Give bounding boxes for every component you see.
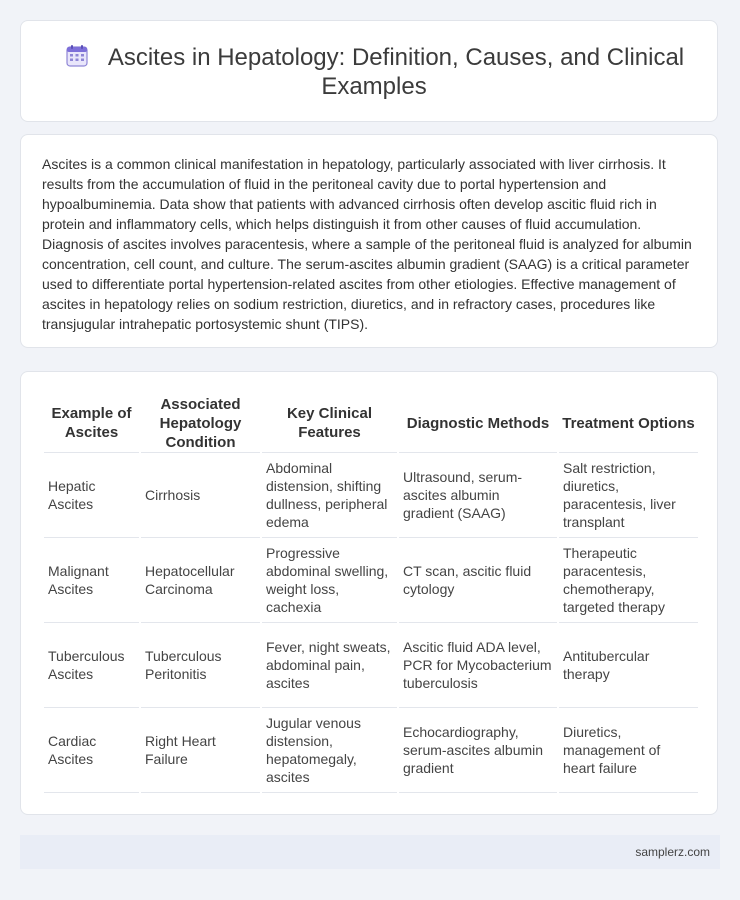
table-cell: Cirrhosis <box>141 453 260 538</box>
table-cell: Abdominal distension, shifting dullness, peripheral edema <box>262 453 397 538</box>
column-header: Diagnostic Methods <box>399 394 557 453</box>
column-header: Treatment Options <box>559 394 698 453</box>
table-cell: Salt restriction, diuretics, paracentesis, liver transplant <box>559 453 698 538</box>
intro-paragraph: Ascites is a common clinical manifestation in hepatology, particularly associated with liver cirrhosis. It results from the accumulation of fluid in the peritoneal cavity due to portal hypertension and hypoalbuminemia. Data show that patients with advanced cirrhosis often develop ascitic fluid rich in protein and inflammatory cells, which helps distinguish it from other causes of fluid accumulation. Diagnosis of ascites involves paracentesis, where a sample of the peritoneal fluid is analyzed for albumin concentration, cell count, and culture. The serum-ascites albumin gradient (SAAG) is a critical parameter used to differentiate portal hypertension-related ascites from other etiologies. Effective management of ascites in hepatology relies on sodium restriction, diuretics, and in refractory cases, procedures like transjugular intrahepatic portosystemic shunt (TIPS). <box>42 156 692 332</box>
table-cell: Tuberculous Peritonitis <box>141 623 260 708</box>
table-header-row <box>44 394 698 453</box>
column-header: Associated Hepatology Condition <box>141 394 260 453</box>
ascites-table <box>42 394 700 793</box>
column-header: Example of Ascites <box>44 394 139 453</box>
table-cell: Diuretics, management of heart failure <box>559 708 698 793</box>
table-cell: Hepatic Ascites <box>44 453 139 538</box>
table-cell: Cardiac Ascites <box>44 708 139 793</box>
column-header: Key Clinical Features <box>262 394 397 453</box>
title-card <box>20 20 718 122</box>
footer-site-link[interactable]: samplerz.com <box>635 845 710 859</box>
page-title: Ascites in Hepatology: Definition, Causes, and Clinical Examples <box>107 44 685 100</box>
calendar-icon <box>64 44 90 68</box>
table-row <box>44 708 698 793</box>
table-cell: Tuberculous Ascites <box>44 623 139 708</box>
table-cell: Hepatocellular Carcinoma <box>141 538 260 623</box>
table-cell: Ultrasound, serum-ascites albumin gradient (SAAG) <box>399 453 557 538</box>
table-cell: Right Heart Failure <box>141 708 260 793</box>
table-cell: Echocardiography, serum-ascites albumin gradient <box>399 708 557 793</box>
page-title-block <box>61 43 687 101</box>
table-cell: Fever, night sweats, abdominal pain, ascites <box>262 623 397 708</box>
table-cell: Malignant Ascites <box>44 538 139 623</box>
table-cell: Antitubercular therapy <box>559 623 698 708</box>
table-row <box>44 453 698 538</box>
intro-card <box>20 134 718 348</box>
table-row <box>44 538 698 623</box>
table-cell: Jugular venous distension, hepatomegaly, ascites <box>262 708 397 793</box>
table-card <box>20 371 718 815</box>
table-cell: CT scan, ascitic fluid cytology <box>399 538 557 623</box>
table-cell: Ascitic fluid ADA level, PCR for Mycobacterium tuberculosis <box>399 623 557 708</box>
table-row <box>44 623 698 708</box>
table-cell: Therapeutic paracentesis, chemotherapy, targeted therapy <box>559 538 698 623</box>
table-cell: Progressive abdominal swelling, weight loss, cachexia <box>262 538 397 623</box>
footer <box>20 835 720 869</box>
